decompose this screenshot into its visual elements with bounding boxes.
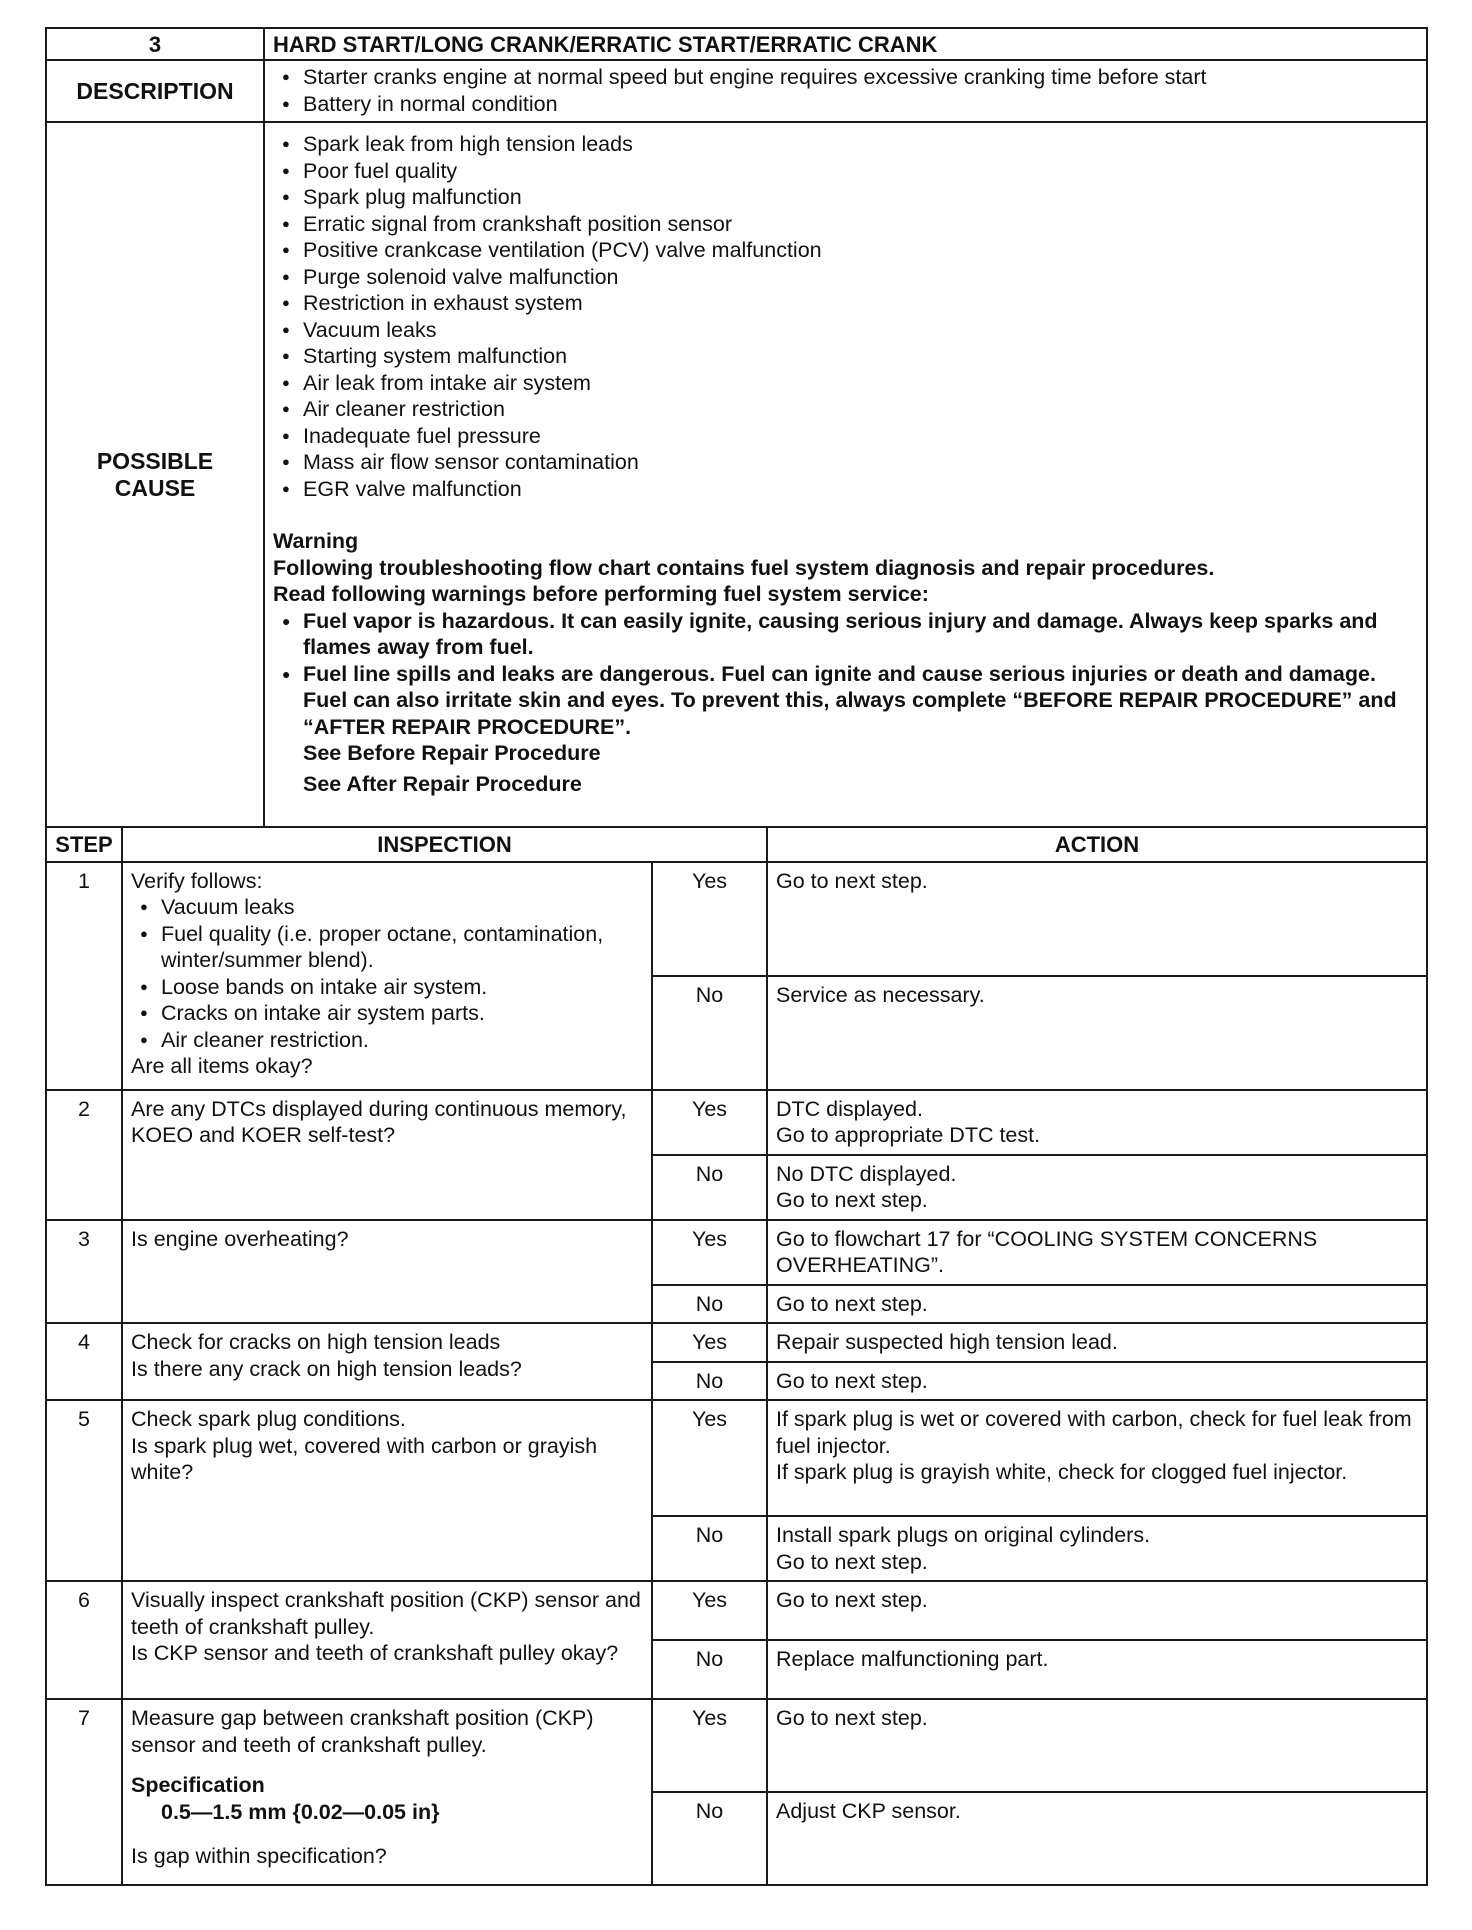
list-item: ● Vacuum leaks (273, 317, 1418, 344)
warning-line-2: Read following warnings before performing fuel system service: (273, 582, 929, 606)
list-item: ● Poor fuel quality (273, 158, 1418, 185)
no-action: Service as necessary. (767, 976, 1427, 1090)
inspection-intro: Verify follows: (131, 868, 263, 893)
list-item: ● Battery in normal condition (273, 91, 1418, 118)
action-line: No DTC displayed. (776, 1161, 957, 1186)
specification-value: 0.5—1.5 mm {0.02—0.05 in} (161, 1799, 440, 1824)
action-line: If spark plug is grayish white, check for clogged fuel injector. (776, 1460, 1348, 1484)
step-inspection: Are any DTCs displayed during continuous memory, KOEO and KOER self-test? (122, 1090, 652, 1220)
step-inspection (122, 862, 652, 1090)
list-item: ● Spark plug malfunction (273, 184, 1418, 211)
list-item: ● Air cleaner restriction. (131, 1027, 643, 1054)
list-item: ● Starting system malfunction (273, 343, 1418, 370)
list-item: ● Erratic signal from crankshaft position sensor (273, 211, 1418, 238)
table-row (46, 1220, 1427, 1285)
yes-label: Yes (652, 862, 767, 976)
table-row (46, 1323, 1427, 1362)
inspection-list (131, 894, 643, 1053)
table-row (46, 1699, 1427, 1792)
list-item: ● Positive crankcase ventilation (PCV) valve malfunction (273, 237, 1418, 264)
possible-cause-list (273, 131, 1418, 502)
diagnosis-header-table (45, 27, 1428, 828)
list-item: ● Spark leak from high tension leads (273, 131, 1418, 158)
action-line: DTC displayed. (776, 1096, 923, 1121)
description-row (46, 60, 1427, 122)
step-number: 1 (46, 862, 122, 1090)
no-action (767, 1155, 1427, 1220)
action-line: Go to appropriate DTC test. (776, 1123, 1041, 1147)
action-line: Go to next step. (776, 1549, 928, 1574)
specification-label: Specification (131, 1773, 265, 1797)
possible-cause-label-line2: CAUSE (114, 474, 196, 501)
flowchart-number: 3 (46, 28, 264, 60)
step-number: 4 (46, 1323, 122, 1400)
warning-line-1: Following troubleshooting flow chart contains fuel system diagnosis and repair procedures. (273, 555, 1215, 580)
possible-cause-label-line1: POSSIBLE (96, 447, 214, 474)
no-action (767, 1516, 1427, 1581)
see-before-repair-link[interactable]: See Before Repair Procedure (303, 741, 601, 765)
list-item: ● Air leak from intake air system (273, 370, 1418, 397)
no-label: No (652, 1155, 767, 1220)
inspection-steps-table (45, 826, 1428, 1886)
warning-bullet: ● Fuel line spills and leaks are dangerous. Fuel can ignite and cause serious injuries or death and damage. Fuel can also irritate skin and eyes. To prevent this, always complete “BEFORE REPAIR PROCEDURE” and “AFTER REPAIR PROCEDURE”. (273, 661, 1418, 741)
no-label: No (652, 1516, 767, 1581)
step-number: 7 (46, 1699, 122, 1885)
yes-action (767, 1400, 1427, 1516)
no-label: No (652, 976, 767, 1090)
possible-cause-label (46, 122, 264, 827)
no-action: Go to next step. (767, 1285, 1427, 1324)
list-item: ● Restriction in exhaust system (273, 290, 1418, 317)
warning-block (273, 528, 1418, 797)
yes-label: Yes (652, 1220, 767, 1285)
step-number: 6 (46, 1581, 122, 1699)
warning-title: Warning (273, 529, 359, 553)
yes-action: Go to next step. (767, 862, 1427, 976)
column-header-step: STEP (46, 827, 122, 862)
step-inspection (122, 1323, 652, 1400)
action-line: Go to next step. (776, 1188, 928, 1212)
warning-bullet: ● Fuel vapor is hazardous. It can easily ignite, causing serious injury and damage. Always keep sparks and flames away from fuel. (273, 608, 1418, 661)
column-header-action: ACTION (767, 827, 1427, 862)
action-line: Install spark plugs on original cylinders. (776, 1523, 1151, 1547)
no-label: No (652, 1362, 767, 1401)
inspection-line: Check for cracks on high tension leads (131, 1330, 501, 1354)
inspection-question: Is CKP sensor and teeth of crankshaft pulley okay? (131, 1641, 619, 1665)
no-action: Adjust CKP sensor. (767, 1792, 1427, 1885)
no-action: Replace malfunctioning part. (767, 1640, 1427, 1699)
inspection-question: Is spark plug wet, covered with carbon or grayish white? (131, 1433, 598, 1484)
possible-cause-row (46, 122, 1427, 827)
inspection-question: Is there any crack on high tension leads? (131, 1356, 522, 1381)
yes-label: Yes (652, 1699, 767, 1792)
inspection-line: Check spark plug conditions. (131, 1407, 406, 1431)
troubleshooting-page (45, 27, 1428, 1886)
list-item: ● Cracks on intake air system parts. (131, 1000, 643, 1027)
table-row (46, 1090, 1427, 1155)
possible-cause-content (264, 122, 1427, 827)
no-label: No (652, 1285, 767, 1324)
table-header-row (46, 827, 1427, 862)
yes-action: Go to next step. (767, 1699, 1427, 1792)
table-row (46, 1581, 1427, 1640)
description-list (273, 64, 1418, 117)
yes-action: Repair suspected high tension lead. (767, 1323, 1427, 1362)
step-inspection (122, 1699, 652, 1885)
description-label: DESCRIPTION (46, 60, 264, 122)
no-label: No (652, 1640, 767, 1699)
list-item: ● Starter cranks engine at normal speed but engine requires excessive cranking time before start (273, 64, 1418, 91)
step-number: 3 (46, 1220, 122, 1324)
no-label: No (652, 1792, 767, 1885)
warning-list (273, 608, 1418, 741)
list-item: ● Fuel quality (i.e. proper octane, contamination, winter/summer blend). (131, 921, 643, 974)
step-inspection (122, 1581, 652, 1699)
step-number: 2 (46, 1090, 122, 1220)
yes-action (767, 1090, 1427, 1155)
list-item: ● Vacuum leaks (131, 894, 643, 921)
header-row (46, 28, 1427, 60)
yes-action: Go to next step. (767, 1581, 1427, 1640)
yes-label: Yes (652, 1323, 767, 1362)
step-inspection (122, 1400, 652, 1581)
list-item: ● Purge solenoid valve malfunction (273, 264, 1418, 291)
list-item: ● Loose bands on intake air system. (131, 974, 643, 1001)
table-row (46, 1400, 1427, 1516)
step-number: 5 (46, 1400, 122, 1581)
yes-label: Yes (652, 1400, 767, 1516)
inspection-line: Visually inspect crankshaft position (CKP) sensor and teeth of crankshaft pulley. (131, 1588, 641, 1639)
inspection-question: Are all items okay? (131, 1054, 313, 1078)
step-inspection: Is engine overheating? (122, 1220, 652, 1324)
action-line: If spark plug is wet or covered with carbon, check for fuel leak from fuel injector. (776, 1407, 1412, 1458)
no-action: Go to next step. (767, 1362, 1427, 1401)
list-item: ● Inadequate fuel pressure (273, 423, 1418, 450)
list-item: ● Mass air flow sensor contamination (273, 449, 1418, 476)
list-item: ● EGR valve malfunction (273, 476, 1418, 503)
column-header-inspection: INSPECTION (122, 827, 767, 862)
description-content (264, 60, 1427, 122)
yes-action: Go to flowchart 17 for “COOLING SYSTEM CONCERNS OVERHEATING”. (767, 1220, 1427, 1285)
inspection-question: Is gap within specification? (131, 1844, 387, 1868)
yes-label: Yes (652, 1581, 767, 1640)
yes-label: Yes (652, 1090, 767, 1155)
list-item: ● Air cleaner restriction (273, 396, 1418, 423)
flowchart-title: HARD START/LONG CRANK/ERRATIC START/ERRATIC CRANK (264, 28, 1427, 60)
inspection-line: Measure gap between crankshaft position (CKP) sensor and teeth of crankshaft pulley. (131, 1706, 594, 1757)
see-after-repair-link[interactable]: See After Repair Procedure (303, 771, 582, 796)
table-row (46, 862, 1427, 976)
